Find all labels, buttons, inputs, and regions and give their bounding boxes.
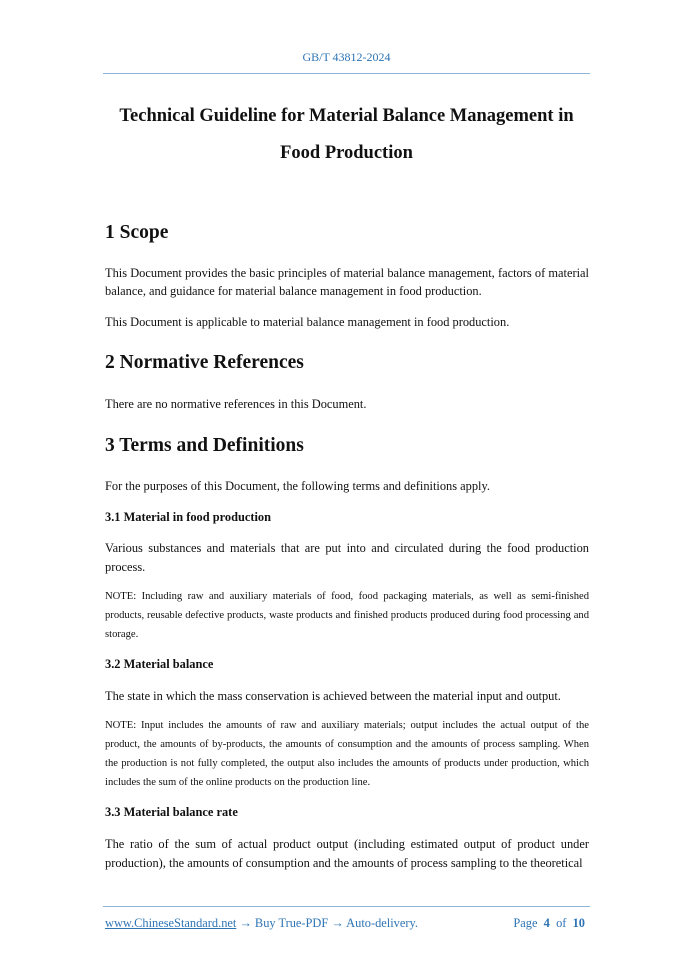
document-body	[105, 214, 589, 873]
term-heading-3-3: 3.3 Material balance rate	[105, 805, 238, 819]
section-heading-normative-references: 2 Normative References	[105, 352, 304, 373]
scope-paragraph-1: This Document provides the basic principles of material balance management, factors of material balance, and guidance for material balance management in food production.	[105, 266, 589, 298]
footer-promo-text: → Buy True-PDF → Auto-delivery.	[236, 916, 418, 930]
header-standard-code: GB/T 43812-2024	[302, 50, 391, 64]
footer-divider	[103, 906, 590, 907]
header-divider	[103, 73, 590, 74]
document-title	[90, 98, 603, 172]
page-total: 10	[572, 916, 585, 930]
term-definition-3-2: The state in which the mass conservation is achieved between the material input and output.	[105, 689, 561, 703]
footer-site-link[interactable]: www.ChineseStandard.net	[105, 916, 237, 930]
term-note-3-1: NOTE: Including raw and auxiliary materials of food, food packaging materials, as well as semi-finished products, reusable defective products, waste products and finished products produced during food processing and storage.	[105, 591, 589, 640]
page-number	[513, 916, 585, 931]
document-title-line-1: Technical Guideline for Material Balance Management in	[119, 106, 574, 126]
normative-paragraph: There are no normative references in this Document.	[105, 397, 367, 411]
term-heading-3-1: 3.1 Material in food production	[105, 510, 272, 524]
scope-paragraph-2: This Document is applicable to material balance management in food production.	[105, 315, 510, 329]
page-current: 4	[543, 916, 550, 930]
term-heading-3-2: 3.2 Material balance	[105, 657, 214, 671]
page-label: Page	[513, 916, 538, 930]
page-of-label: of	[556, 916, 567, 930]
section-heading-terms: 3 Terms and Definitions	[105, 435, 304, 456]
term-definition-3-3: The ratio of the sum of actual product output (including estimated output of product under production), the amounts of consumption and the amounts of process sampling to the theoretical	[105, 837, 589, 870]
footer-promo	[105, 916, 418, 931]
term-note-3-2: NOTE: Input includes the amounts of raw and auxiliary materials; output includes the actual output of the product, the amounts of by-products, the amounts of consumption and the amounts of process sampling. When the production is not fully completed, the output also includes the amounts of products under production, which includes the sum of the online products on the production line.	[105, 720, 589, 788]
section-heading-scope: 1 Scope	[105, 222, 169, 243]
term-definition-3-1: Various substances and materials that are put into and circulated during the food production process.	[105, 541, 589, 574]
terms-intro-paragraph: For the purposes of this Document, the following terms and definitions apply.	[105, 479, 490, 493]
document-title-line-2: Food Production	[280, 143, 413, 163]
